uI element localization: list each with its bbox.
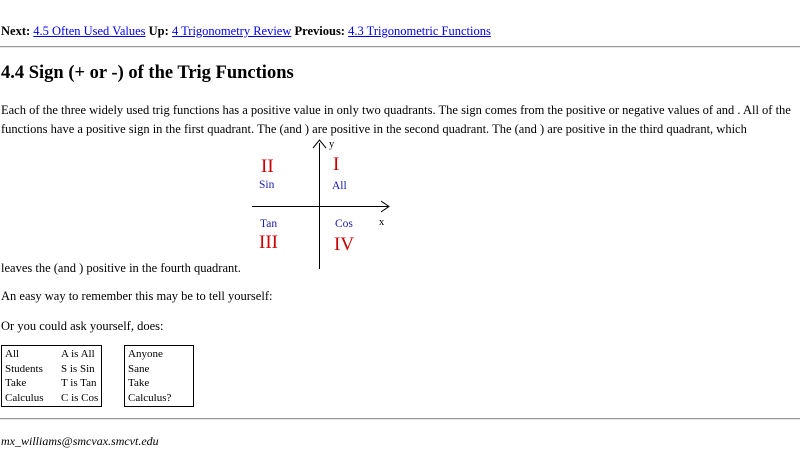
quadrant-diagram bbox=[248, 137, 398, 272]
intro-paragraph: Each of the three widely used trig functions has a positive value in only two quadrants. The sign comes from the positive or negative values of and . All of the functions have a positive sign in the first quadrant. The (and ) are positive in the second quadrant. The (and ) are positive in the third quadrant, which bbox=[1, 103, 791, 136]
quadrant-ii-numeral: II bbox=[261, 156, 274, 177]
top-divider bbox=[0, 46, 800, 48]
quadrant-iii-name: Tan bbox=[260, 218, 278, 230]
section-heading: 4.4 Sign (+ or -) of the Trig Functions bbox=[1, 63, 294, 83]
table-cell: Calculus bbox=[5, 391, 44, 404]
x-axis-label: x bbox=[379, 217, 385, 228]
mnemonic-table-anyone-sane bbox=[124, 345, 194, 407]
previous-label: Previous: bbox=[294, 24, 345, 38]
next-link[interactable]: 4.5 Often Used Values bbox=[33, 24, 146, 38]
quadrant-iv-numeral: IV bbox=[334, 234, 355, 255]
table-row bbox=[3, 362, 100, 377]
table-cell: Sane bbox=[128, 362, 150, 375]
mnemonic-intro: An easy way to remember this may be to tell yourself: bbox=[1, 289, 273, 303]
y-axis-arrowhead bbox=[312, 139, 327, 149]
table-cell: Take bbox=[5, 377, 27, 389]
table-row bbox=[3, 391, 100, 406]
table-row bbox=[3, 347, 100, 362]
table-cell: All bbox=[5, 348, 20, 360]
quadrant-i-numeral: I bbox=[333, 154, 340, 175]
table-cell: Take bbox=[128, 377, 150, 389]
next-label: Next: bbox=[1, 24, 31, 38]
x-axis-arrowhead bbox=[380, 200, 390, 214]
bottom-divider bbox=[0, 418, 800, 420]
quadrant-iv-name: Cos bbox=[335, 218, 353, 230]
mnemonic-question: Or you could ask yourself, does: bbox=[1, 319, 164, 333]
table-cell: Anyone bbox=[128, 348, 163, 360]
quadrant-i-name: All bbox=[332, 180, 347, 192]
table-cell: T is Tan bbox=[61, 377, 97, 389]
quadrant-ii-name: Sin bbox=[259, 179, 275, 191]
up-label: Up: bbox=[148, 24, 169, 38]
table-cell: Students bbox=[5, 362, 43, 375]
x-axis bbox=[252, 206, 388, 207]
table-cell: C is Cos bbox=[61, 391, 99, 404]
intro-paragraph-end: leaves the (and ) positive in the fourth quadrant. bbox=[1, 261, 241, 275]
table-row bbox=[126, 362, 192, 377]
table-row bbox=[126, 376, 192, 391]
previous-link[interactable]: 4.3 Trigonometric Functions bbox=[348, 24, 491, 38]
table-cell: S is Sin bbox=[61, 362, 95, 375]
table-row bbox=[126, 391, 192, 406]
table-cell: Calculus? bbox=[128, 391, 172, 404]
navigation-bar bbox=[1, 24, 491, 39]
author-address: mx_williams@smcvax.smcvt.edu bbox=[1, 434, 159, 448]
table-cell: A is All bbox=[61, 348, 95, 360]
quadrant-iii-numeral: III bbox=[259, 232, 278, 253]
up-link[interactable]: 4 Trigonometry Review bbox=[171, 24, 292, 38]
table-row bbox=[126, 347, 192, 362]
y-axis-label: y bbox=[329, 139, 335, 150]
table-row bbox=[3, 376, 100, 391]
mnemonic-table-all-students bbox=[1, 345, 102, 407]
